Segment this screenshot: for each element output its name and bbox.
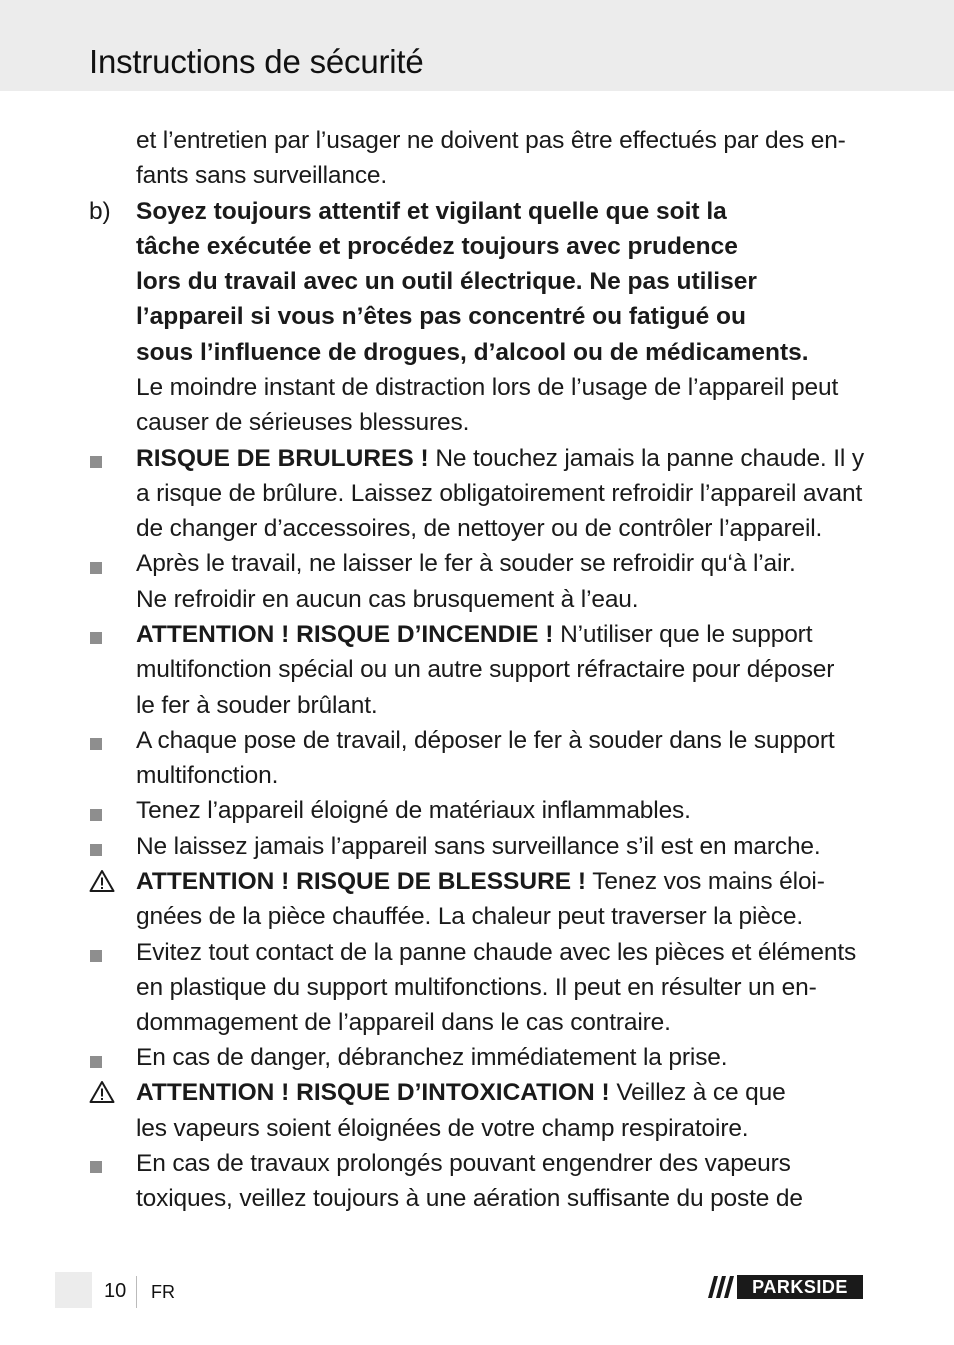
text-line: fants sans surveillance. [136,162,388,189]
bold-warning: ATTENTION ! RISQUE D’INCENDIE ! [136,621,554,648]
parkside-logo [706,1274,864,1300]
bold-warning: ATTENTION ! RISQUE DE BLESSURE ! [136,868,587,895]
text-line: en plastique du support multifonctions. Il peut en résulter un en- [136,974,817,1001]
footer-divider [136,1276,137,1308]
text-line: dommagement de l’appareil dans le cas contraire. [136,1009,671,1036]
bullet-square-icon [90,1161,102,1173]
inline-text: N’utiliser que le support [553,621,813,648]
text-line: les vapeurs soient éloignées de votre champ respiratoire. [136,1115,749,1142]
inline-text: Veillez à ce que [609,1079,786,1106]
bold-line: l’appareil si vous n’êtes pas concentré ou fatigué ou [136,303,746,330]
text-line: Tenez l’appareil éloigné de matériaux inflammables. [136,797,691,824]
bullet-square-icon [90,632,102,644]
inline-text: Tenez vos mains éloi- [586,868,825,895]
inline-text: Ne touchez jamais la panne chaude. Il y [428,445,864,472]
bullet-square-icon [90,809,102,821]
page-number: 10 [104,1280,127,1302]
text-line: Ne refroidir en aucun cas brusquement à l’eau. [136,586,639,613]
text-line: le fer à souder brûlant. [136,692,378,719]
text-line: de changer d’accessoires, de nettoyer ou de contrôler l’appareil. [136,515,823,542]
text-line: et l’entretien par l’usager ne doivent pas être effectués par des en- [136,127,846,154]
text-line: Evitez tout contact de la panne chaude avec les pièces et éléments [136,939,857,966]
bullet-square-icon [90,562,102,574]
bold-line: Soyez toujours attentif et vigilant quelle que soit la [136,198,727,225]
text-line: multifonction. [136,762,279,789]
bullet-square-icon [90,844,102,856]
item-marker: b) [89,198,111,225]
text-line: causer de sérieuses blessures. [136,409,470,436]
footer-tab [55,1272,92,1308]
text-line [136,617,812,652]
text-line: multifonction spécial ou un autre support réfractaire pour déposer [136,656,835,683]
bold-line: sous l’influence de drogues, d’alcool ou de médicaments. [136,339,809,366]
language-code: FR [151,1282,175,1302]
text-line: a risque de brûlure. Laissez obligatoirement refroidir l’appareil avant [136,480,863,507]
bullet-square-icon [90,456,102,468]
warning-triangle-icon [89,1080,115,1104]
text-line: Après le travail, ne laisser le fer à souder se refroidir qu‘à l’air. [136,550,796,577]
text-line: Ne laissez jamais l’appareil sans surveillance s’il est en marche. [136,833,821,860]
bold-line: tâche exécutée et procédez toujours avec prudence [136,233,738,260]
bullet-square-icon [90,950,102,962]
brand-text: PARKSIDE [752,1277,848,1297]
page-header [0,0,954,91]
text-line: gnées de la pièce chauffée. La chaleur peut traverser la pièce. [136,903,804,930]
text-line [136,441,864,476]
bold-warning: RISQUE DE BRULURES ! [136,445,429,472]
text-line [136,864,825,899]
text-line: En cas de travaux prolongés pouvant engendrer des vapeurs [136,1150,791,1177]
text-line: A chaque pose de travail, déposer le fer à souder dans le support [136,727,835,754]
bold-line: lors du travail avec un outil électrique. Ne pas utiliser [136,268,757,295]
page-title: Instructions de sécurité [89,43,424,80]
text-line: En cas de danger, débranchez immédiatement la prise. [136,1044,728,1071]
bullet-square-icon [90,738,102,750]
bullet-square-icon [90,1056,102,1068]
bold-warning: ATTENTION ! RISQUE D’INTOXICATION ! [136,1079,610,1106]
text-line [136,1075,786,1110]
warning-triangle-icon [89,869,115,893]
text-line: toxiques, veillez toujours à une aération suffisante du poste de [136,1185,803,1212]
text-line: Le moindre instant de distraction lors de l’usage de l’appareil peut [136,374,839,401]
